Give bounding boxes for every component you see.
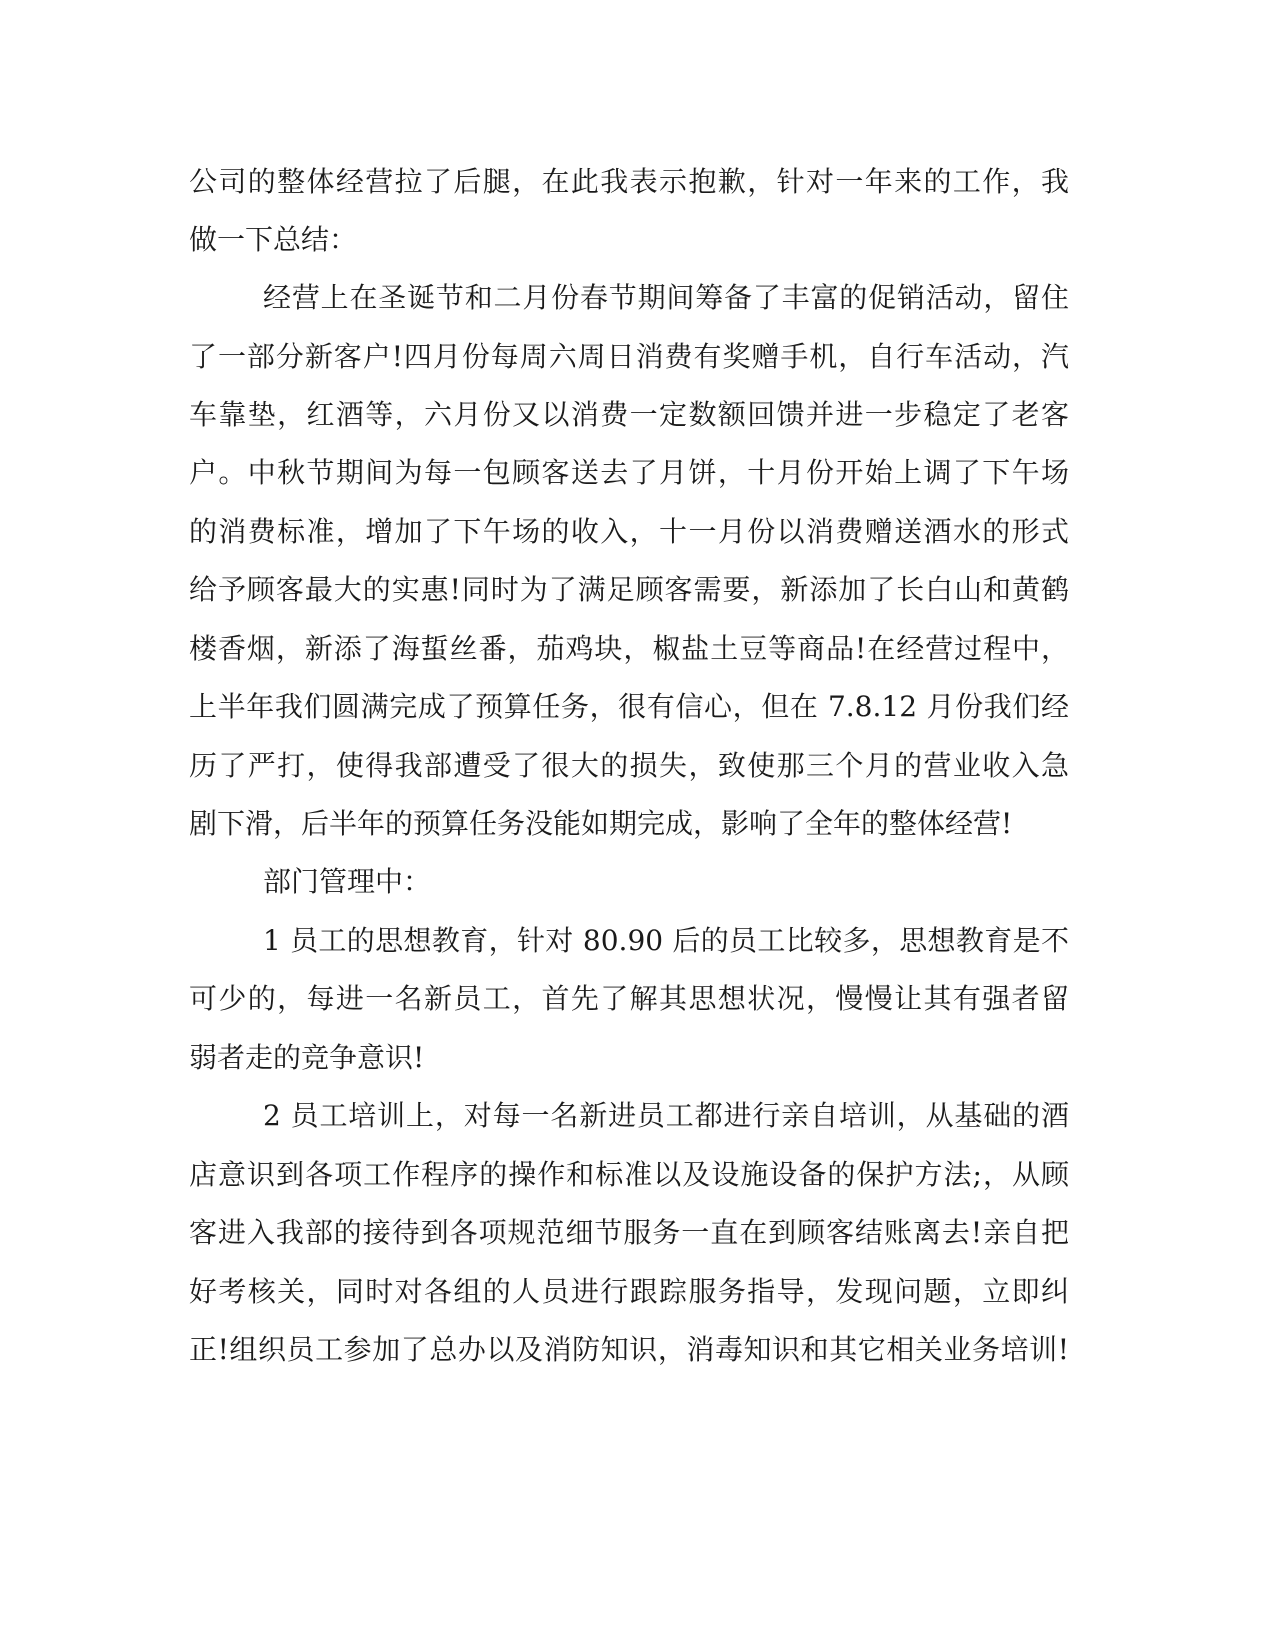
text-line: 给予顾客最大的实惠!同时为了满足顾客需要，新添加了长白山和黄鹤	[189, 573, 1069, 606]
text-line: 公司的整体经营拉了后腿，在此我表示抱歉，针对一年来的工作，我	[189, 165, 1069, 198]
text-line: 历了严打，使得我部遭受了很大的损失，致使那三个月的营业收入急	[189, 749, 1069, 782]
text-line: 店意识到各项工作程序的操作和标准以及设施设备的保护方法;，从顾	[189, 1158, 1069, 1191]
text-line: 正!组织员工参加了总办以及消防知识，消毒知识和其它相关业务培训!	[189, 1333, 1069, 1366]
text-line: 户。中秋节期间为每一包顾客送去了月饼，十月份开始上调了下午场	[189, 456, 1069, 489]
text-line: 做一下总结：	[189, 223, 358, 256]
text-line: 上半年我们圆满完成了预算任务，很有信心，但在 7.8.12 月份我们经	[189, 690, 1069, 723]
paragraph-first-line: 经营上在圣诞节和二月份春节期间筹备了丰富的促销活动，留住	[263, 281, 1069, 314]
text-line: 客进入我部的接待到各项规范细节服务一直在到顾客结账离去!亲自把	[189, 1216, 1069, 1249]
text-line: 可少的，每进一名新员工，首先了解其思想状况，慢慢让其有强者留	[189, 982, 1069, 1015]
text-line: 楼香烟，新添了海蜇丝番，茄鸡块，椒盐土豆等商品!在经营过程中，	[189, 632, 1069, 665]
section-heading: 部门管理中：	[263, 865, 432, 898]
text-line: 车靠垫，红酒等，六月份又以消费一定数额回馈并进一步稳定了老客	[189, 398, 1069, 431]
text-line: 剧下滑，后半年的预算任务没能如期完成，影响了全年的整体经营!	[189, 807, 1013, 840]
text-line: 了一部分新客户!四月份每周六周日消费有奖赠手机，自行车活动，汽	[189, 340, 1069, 373]
text-line: 的消费标准，增加了下午场的收入，十一月份以消费赠送酒水的形式	[189, 515, 1069, 548]
paragraph-first-line: 1 员工的思想教育，针对 80.90 后的员工比较多，思想教育是不	[263, 924, 1069, 957]
text-line: 好考核关，同时对各组的人员进行跟踪服务指导，发现问题，立即纠	[189, 1275, 1069, 1308]
text-line: 弱者走的竞争意识!	[189, 1041, 425, 1074]
paragraph-first-line: 2 员工培训上，对每一名新进员工都进行亲自培训，从基础的酒	[263, 1099, 1069, 1132]
